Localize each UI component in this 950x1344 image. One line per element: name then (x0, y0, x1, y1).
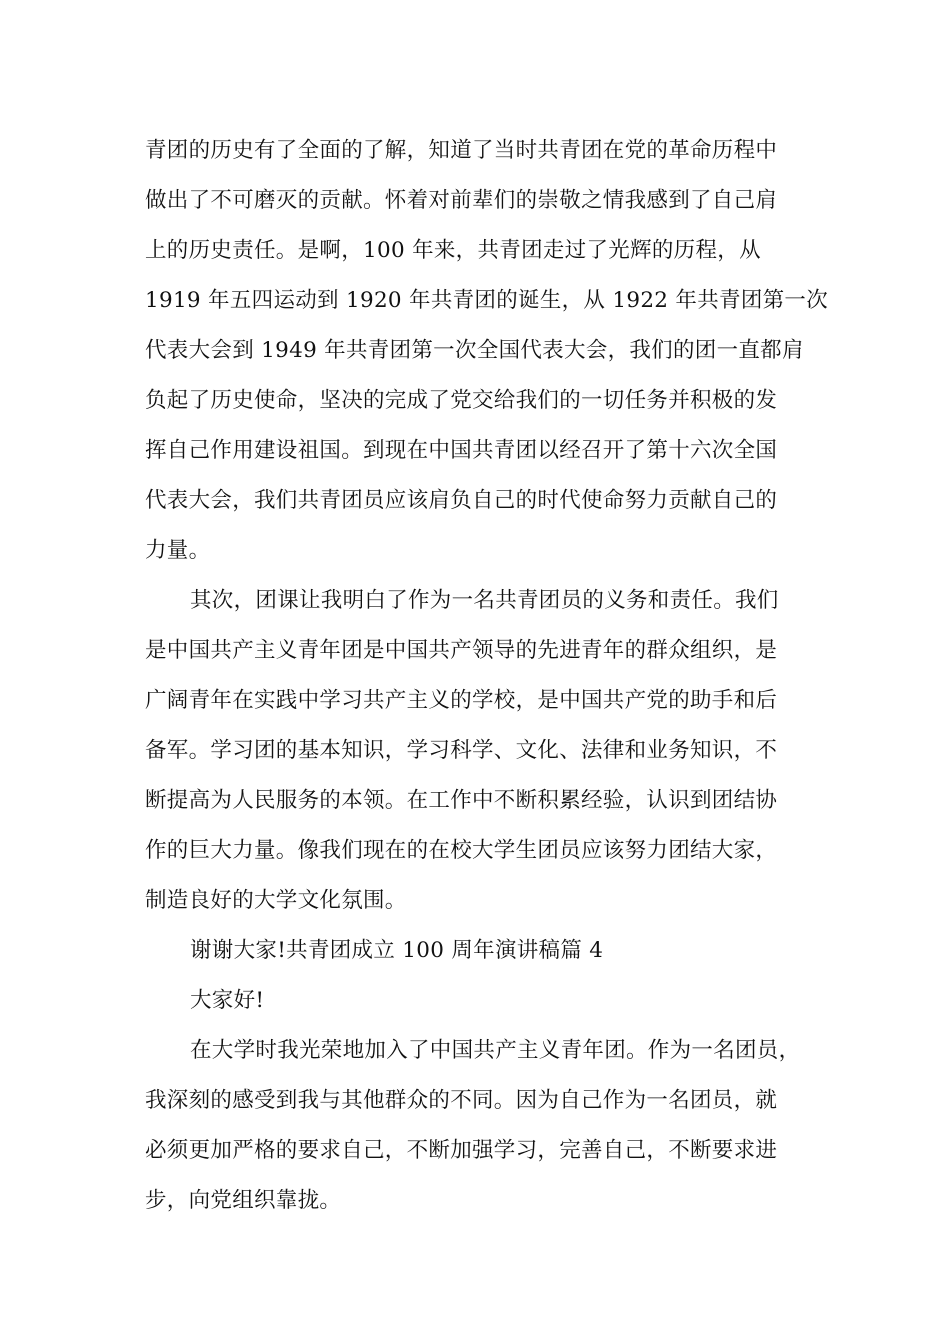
paragraph-2-line-7: 制造良好的大学文化氛围。 (145, 888, 407, 913)
paragraph-1-line-4: 1919 年五四运动到 1920 年共青团的诞生，从 1922 年共青团第一次 (145, 288, 829, 313)
paragraph-1-line-7: 挥自己作用建设祖国。到现在中国共青团以经召开了第十六次全国 (145, 438, 778, 463)
paragraph-1-line-1: 青团的历史有了全面的了解，知道了当时共青团在党的革命历程中 (145, 138, 778, 163)
paragraph-1-line-9: 力量。 (145, 538, 211, 563)
paragraph-2-line-4: 备军。学习团的基本知识，学习科学、文化、法律和业务知识，不 (145, 738, 778, 763)
paragraph-2-line-1: 其次，团课让我明白了作为一名共青团员的义务和责任。我们 (190, 588, 779, 613)
paragraph-1-line-8: 代表大会，我们共青团员应该肩负自己的时代使命努力贡献自己的 (145, 488, 778, 513)
paragraph-2-line-3: 广阔青年在实践中学习共产主义的学校，是中国共产党的助手和后 (145, 688, 778, 713)
paragraph-3-line-4: 步，向党组织靠拢。 (145, 1188, 342, 1213)
paragraph-1-line-2: 做出了不可磨灭的贡献。怀着对前辈们的崇敬之情我感到了自己肩 (145, 188, 778, 213)
paragraph-3-line-3: 必须更加严格的要求自己，不断加强学习，完善自己，不断要求进 (145, 1138, 778, 1163)
paragraph-1-line-6: 负起了历史使命，坚决的完成了党交给我们的一切任务并积极的发 (145, 388, 778, 413)
paragraph-2-line-6: 作的巨大力量。像我们现在的在校大学生团员应该努力团结大家， (145, 838, 778, 863)
paragraph-2-line-5: 断提高为人民服务的本领。在工作中不断积累经验，认识到团结协 (145, 788, 778, 813)
paragraph-1-line-3: 上的历史责任。是啊，100 年来，共青团走过了光辉的历程，从 (145, 238, 761, 263)
speech-title: 谢谢大家!共青团成立 100 周年演讲稿篇 4 (190, 938, 604, 963)
paragraph-3-line-2: 我深刻的感受到我与其他群众的不同。因为自己作为一名团员，就 (145, 1088, 778, 1113)
paragraph-3-line-1: 在大学时我光荣地加入了中国共产主义青年团。作为一名团员， (190, 1038, 801, 1063)
greeting: 大家好! (190, 988, 265, 1013)
paragraph-1-line-5: 代表大会到 1949 年共青团第一次全国代表大会，我们的团一直都肩 (145, 338, 804, 363)
paragraph-2-line-2: 是中国共产主义青年团是中国共产领导的先进青年的群众组织，是 (145, 638, 778, 663)
